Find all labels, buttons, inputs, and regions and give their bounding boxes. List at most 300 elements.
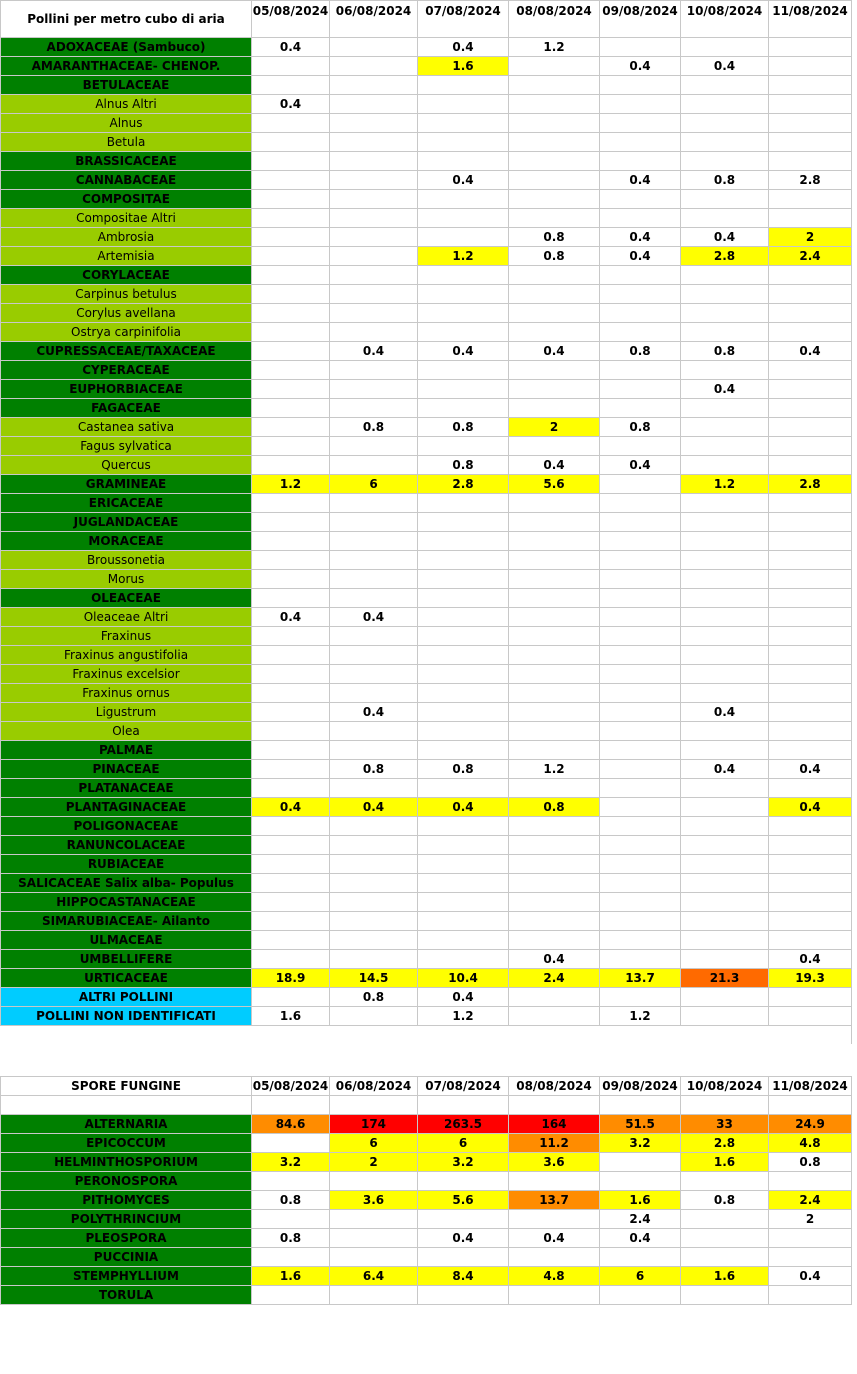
value-cell [681, 779, 769, 798]
table-row [1, 285, 852, 304]
value-cell [769, 741, 852, 760]
value-cell: 0.4 [330, 703, 418, 722]
value-cell [509, 76, 600, 95]
value-cell [330, 627, 418, 646]
value-cell [681, 798, 769, 817]
value-cell [330, 1229, 418, 1248]
value-cell [681, 399, 769, 418]
value-cell [330, 95, 418, 114]
value-cell [330, 551, 418, 570]
value-cell [509, 380, 600, 399]
pollen-table-body [1, 38, 852, 1026]
value-cell [418, 931, 509, 950]
table-row [1, 342, 852, 361]
value-cell: 0.8 [681, 342, 769, 361]
value-cell [769, 646, 852, 665]
value-cell [330, 855, 418, 874]
value-cell [330, 228, 418, 247]
family-name-cell: RUBIACEAE [1, 855, 252, 874]
table-row [1, 323, 852, 342]
value-cell: 2.4 [769, 247, 852, 266]
table-row [1, 171, 852, 190]
value-cell [769, 817, 852, 836]
family-name-cell: AMARANTHACEAE- CHENOP. [1, 57, 252, 76]
value-cell [681, 646, 769, 665]
family-name-cell: HIPPOCASTANACEAE [1, 893, 252, 912]
value-cell [330, 1007, 418, 1026]
value-cell: 6 [330, 1134, 418, 1153]
value-cell [509, 988, 600, 1007]
table-row [1, 760, 852, 779]
value-cell [418, 95, 509, 114]
table-row [1, 304, 852, 323]
family-name-cell: BRASSICACEAE [1, 152, 252, 171]
table-row [1, 76, 852, 95]
value-cell: 0.4 [600, 228, 681, 247]
value-cell [252, 703, 330, 722]
genus-name-cell: Ambrosia [1, 228, 252, 247]
value-cell [681, 855, 769, 874]
value-cell [418, 285, 509, 304]
value-cell [330, 589, 418, 608]
pollen-date-header: 11/08/2024 [769, 1, 852, 38]
value-cell [418, 437, 509, 456]
table-row [1, 1191, 852, 1210]
family-name-cell: ERICACEAE [1, 494, 252, 513]
value-cell: 0.4 [330, 342, 418, 361]
value-cell [769, 684, 852, 703]
value-cell [330, 380, 418, 399]
value-cell [769, 494, 852, 513]
value-cell [509, 665, 600, 684]
value-cell: 0.4 [418, 342, 509, 361]
value-cell [509, 494, 600, 513]
table-row [1, 133, 852, 152]
family-name-cell: PITHOMYCES [1, 1191, 252, 1210]
value-cell [418, 513, 509, 532]
genus-name-cell: Quercus [1, 456, 252, 475]
value-cell [769, 57, 852, 76]
genus-name-cell: Corylus avellana [1, 304, 252, 323]
value-cell [418, 76, 509, 95]
value-cell [252, 323, 330, 342]
value-cell [418, 190, 509, 209]
value-cell [418, 722, 509, 741]
family-name-cell: PALMAE [1, 741, 252, 760]
table-row [1, 361, 852, 380]
value-cell [600, 399, 681, 418]
spore-date-header: 06/08/2024 [330, 1077, 418, 1096]
value-cell [252, 399, 330, 418]
table-row [1, 380, 852, 399]
value-cell: 2.8 [681, 247, 769, 266]
value-cell [330, 1210, 418, 1229]
family-name-cell: PUCCINIA [1, 1248, 252, 1267]
value-cell [330, 152, 418, 171]
value-cell: 5.6 [418, 1191, 509, 1210]
value-cell [509, 551, 600, 570]
value-cell [600, 76, 681, 95]
value-cell [252, 247, 330, 266]
spore-date-header: 05/08/2024 [252, 1077, 330, 1096]
value-cell [681, 551, 769, 570]
value-cell [509, 361, 600, 380]
other-name-cell: ALTRI POLLINI [1, 988, 252, 1007]
value-cell: 0.4 [769, 1267, 852, 1286]
value-cell [769, 399, 852, 418]
value-cell: 1.2 [418, 247, 509, 266]
table-row [1, 1267, 852, 1286]
value-cell [252, 171, 330, 190]
value-cell [330, 323, 418, 342]
value-cell: 1.6 [681, 1153, 769, 1172]
family-name-cell: RANUNCOLACEAE [1, 836, 252, 855]
value-cell [418, 209, 509, 228]
value-cell [769, 589, 852, 608]
value-cell [252, 817, 330, 836]
value-cell [509, 931, 600, 950]
value-cell [600, 209, 681, 228]
value-cell [769, 836, 852, 855]
table-row [1, 703, 852, 722]
value-cell [509, 57, 600, 76]
value-cell [600, 988, 681, 1007]
value-cell: 0.4 [330, 798, 418, 817]
value-cell: 6 [418, 1134, 509, 1153]
value-cell [769, 874, 852, 893]
value-cell: 2.4 [509, 969, 600, 988]
value-cell [330, 874, 418, 893]
family-name-cell: PLEOSPORA [1, 1229, 252, 1248]
table-row [1, 589, 852, 608]
value-cell: 2 [330, 1153, 418, 1172]
table-row [1, 38, 852, 57]
value-cell [252, 722, 330, 741]
value-cell: 0.4 [600, 456, 681, 475]
value-cell [252, 513, 330, 532]
table-row [1, 95, 852, 114]
value-cell [769, 570, 852, 589]
value-cell: 3.6 [330, 1191, 418, 1210]
value-cell [769, 855, 852, 874]
value-cell [681, 95, 769, 114]
genus-name-cell: Compositae Altri [1, 209, 252, 228]
value-cell: 0.8 [600, 418, 681, 437]
value-cell [681, 190, 769, 209]
value-cell [681, 589, 769, 608]
value-cell [418, 380, 509, 399]
value-cell [418, 570, 509, 589]
value-cell [330, 646, 418, 665]
table-row [1, 114, 852, 133]
table-row [1, 1115, 852, 1134]
value-cell [681, 304, 769, 323]
value-cell: 10.4 [418, 969, 509, 988]
value-cell [330, 456, 418, 475]
value-cell [509, 1007, 600, 1026]
genus-name-cell: Alnus Altri [1, 95, 252, 114]
value-cell [769, 133, 852, 152]
value-cell [252, 209, 330, 228]
value-cell [769, 38, 852, 57]
value-cell [418, 779, 509, 798]
family-name-cell: POLYTHRINCIUM [1, 1210, 252, 1229]
table-row [1, 475, 852, 494]
pollen-date-header: 08/08/2024 [509, 1, 600, 38]
table-row [1, 969, 852, 988]
value-cell [769, 361, 852, 380]
table-row [1, 855, 852, 874]
table-row [1, 456, 852, 475]
value-cell [769, 779, 852, 798]
value-cell: 0.4 [418, 1229, 509, 1248]
table-row [1, 684, 852, 703]
table-row [1, 494, 852, 513]
value-cell: 1.2 [509, 760, 600, 779]
table-row [1, 1134, 852, 1153]
pollen-date-header: 06/08/2024 [330, 1, 418, 38]
value-cell [769, 912, 852, 931]
table-row [1, 722, 852, 741]
value-cell [681, 665, 769, 684]
value-cell [252, 532, 330, 551]
value-cell [681, 1007, 769, 1026]
family-name-cell: FAGACEAE [1, 399, 252, 418]
spacer-cell [330, 1096, 418, 1115]
value-cell [769, 95, 852, 114]
value-cell [418, 361, 509, 380]
value-cell [509, 266, 600, 285]
value-cell [252, 190, 330, 209]
table-row [1, 399, 852, 418]
family-name-cell: CYPERACEAE [1, 361, 252, 380]
value-cell [681, 950, 769, 969]
table-row [1, 608, 852, 627]
value-cell: 3.2 [600, 1134, 681, 1153]
table-row [1, 1153, 852, 1172]
family-name-cell: COMPOSITAE [1, 190, 252, 209]
value-cell [330, 304, 418, 323]
family-name-cell: ULMACEAE [1, 931, 252, 950]
value-cell [252, 950, 330, 969]
value-cell [600, 1172, 681, 1191]
value-cell: 24.9 [769, 1115, 852, 1134]
value-cell [252, 779, 330, 798]
table-row [1, 437, 852, 456]
value-cell: 0.8 [330, 988, 418, 1007]
family-name-cell: OLEACEAE [1, 589, 252, 608]
value-cell [600, 703, 681, 722]
value-cell [600, 779, 681, 798]
value-cell: 2.8 [769, 171, 852, 190]
value-cell [330, 722, 418, 741]
value-cell [418, 133, 509, 152]
value-cell [600, 532, 681, 551]
value-cell [418, 1248, 509, 1267]
value-cell [330, 437, 418, 456]
value-cell [418, 608, 509, 627]
value-cell [330, 266, 418, 285]
value-cell [600, 380, 681, 399]
value-cell [509, 912, 600, 931]
value-cell [330, 247, 418, 266]
value-cell [681, 817, 769, 836]
value-cell [681, 209, 769, 228]
table-row [1, 1210, 852, 1229]
table-row [1, 570, 852, 589]
value-cell [769, 418, 852, 437]
value-cell [509, 437, 600, 456]
pollen-header-row [1, 1, 852, 38]
genus-name-cell: Olea [1, 722, 252, 741]
value-cell [681, 627, 769, 646]
value-cell [330, 570, 418, 589]
value-cell [330, 285, 418, 304]
value-cell: 13.7 [600, 969, 681, 988]
value-cell: 1.2 [600, 1007, 681, 1026]
value-cell: 0.4 [418, 988, 509, 1007]
value-cell [600, 1248, 681, 1267]
family-name-cell: SALICACEAE Salix alba- Populus [1, 874, 252, 893]
value-cell [418, 228, 509, 247]
value-cell: 0.4 [600, 171, 681, 190]
pollen-date-header: 07/08/2024 [418, 1, 509, 38]
value-cell [600, 741, 681, 760]
genus-name-cell: Fraxinus ornus [1, 684, 252, 703]
value-cell [600, 114, 681, 133]
genus-name-cell: Oleaceae Altri [1, 608, 252, 627]
value-cell [600, 494, 681, 513]
value-cell: 0.8 [252, 1191, 330, 1210]
value-cell [769, 209, 852, 228]
genus-name-cell: Fraxinus angustifolia [1, 646, 252, 665]
value-cell: 0.4 [509, 1229, 600, 1248]
value-cell: 0.8 [330, 418, 418, 437]
value-cell: 0.8 [418, 760, 509, 779]
value-cell [681, 931, 769, 950]
family-name-cell: MORACEAE [1, 532, 252, 551]
value-cell: 6 [330, 475, 418, 494]
value-cell [252, 380, 330, 399]
value-cell [681, 874, 769, 893]
spore-header-row [1, 1077, 852, 1096]
value-cell [769, 532, 852, 551]
family-name-cell: CUPRESSACEAE/TAXACEAE [1, 342, 252, 361]
value-cell [769, 114, 852, 133]
value-cell: 2.4 [600, 1210, 681, 1229]
value-cell [600, 570, 681, 589]
value-cell [252, 266, 330, 285]
value-cell [681, 437, 769, 456]
value-cell [600, 551, 681, 570]
family-name-cell: CANNABACEAE [1, 171, 252, 190]
value-cell [330, 532, 418, 551]
spore-table-body [1, 1115, 852, 1305]
genus-name-cell: Fraxinus [1, 627, 252, 646]
value-cell [681, 494, 769, 513]
value-cell: 0.8 [769, 1153, 852, 1172]
value-cell [600, 912, 681, 931]
value-cell: 0.4 [769, 760, 852, 779]
family-name-cell: JUGLANDACEAE [1, 513, 252, 532]
value-cell [252, 1134, 330, 1153]
value-cell [600, 760, 681, 779]
value-cell [681, 513, 769, 532]
value-cell [509, 513, 600, 532]
table-row [1, 1248, 852, 1267]
value-cell [600, 684, 681, 703]
value-cell [509, 836, 600, 855]
pollen-table-title: Pollini per metro cubo di aria [1, 1, 252, 38]
value-cell: 1.2 [418, 1007, 509, 1026]
value-cell [330, 399, 418, 418]
value-cell [681, 1172, 769, 1191]
family-name-cell: PLATANACEAE [1, 779, 252, 798]
value-cell [600, 665, 681, 684]
value-cell [418, 855, 509, 874]
spore-date-header: 07/08/2024 [418, 1077, 509, 1096]
value-cell [769, 285, 852, 304]
value-cell: 1.2 [252, 475, 330, 494]
value-cell: 0.4 [252, 608, 330, 627]
value-cell [681, 38, 769, 57]
value-cell: 0.8 [600, 342, 681, 361]
value-cell: 0.4 [769, 950, 852, 969]
value-cell [600, 950, 681, 969]
table-row [1, 741, 852, 760]
value-cell: 0.4 [252, 38, 330, 57]
genus-name-cell: Artemisia [1, 247, 252, 266]
value-cell [769, 190, 852, 209]
value-cell: 3.2 [418, 1153, 509, 1172]
value-cell [330, 931, 418, 950]
value-cell [509, 684, 600, 703]
value-cell [509, 874, 600, 893]
table-row [1, 190, 852, 209]
value-cell: 2.8 [681, 1134, 769, 1153]
value-cell: 0.4 [418, 798, 509, 817]
value-cell [769, 551, 852, 570]
value-cell [600, 437, 681, 456]
value-cell [418, 646, 509, 665]
value-cell [600, 1286, 681, 1305]
value-cell [600, 646, 681, 665]
value-cell: 33 [681, 1115, 769, 1134]
value-cell [418, 114, 509, 133]
value-cell: 19.3 [769, 969, 852, 988]
value-cell [769, 513, 852, 532]
value-cell [600, 608, 681, 627]
table-row [1, 779, 852, 798]
table-row [1, 874, 852, 893]
value-cell [418, 1210, 509, 1229]
value-cell [330, 665, 418, 684]
value-cell [330, 741, 418, 760]
value-cell [769, 76, 852, 95]
value-cell [252, 494, 330, 513]
value-cell [252, 228, 330, 247]
value-cell [252, 589, 330, 608]
value-cell [769, 722, 852, 741]
value-cell [681, 285, 769, 304]
table-row [1, 532, 852, 551]
value-cell [252, 760, 330, 779]
family-name-cell: BETULACEAE [1, 76, 252, 95]
value-cell [681, 1286, 769, 1305]
value-cell: 0.4 [509, 950, 600, 969]
value-cell [509, 722, 600, 741]
value-cell [681, 608, 769, 627]
